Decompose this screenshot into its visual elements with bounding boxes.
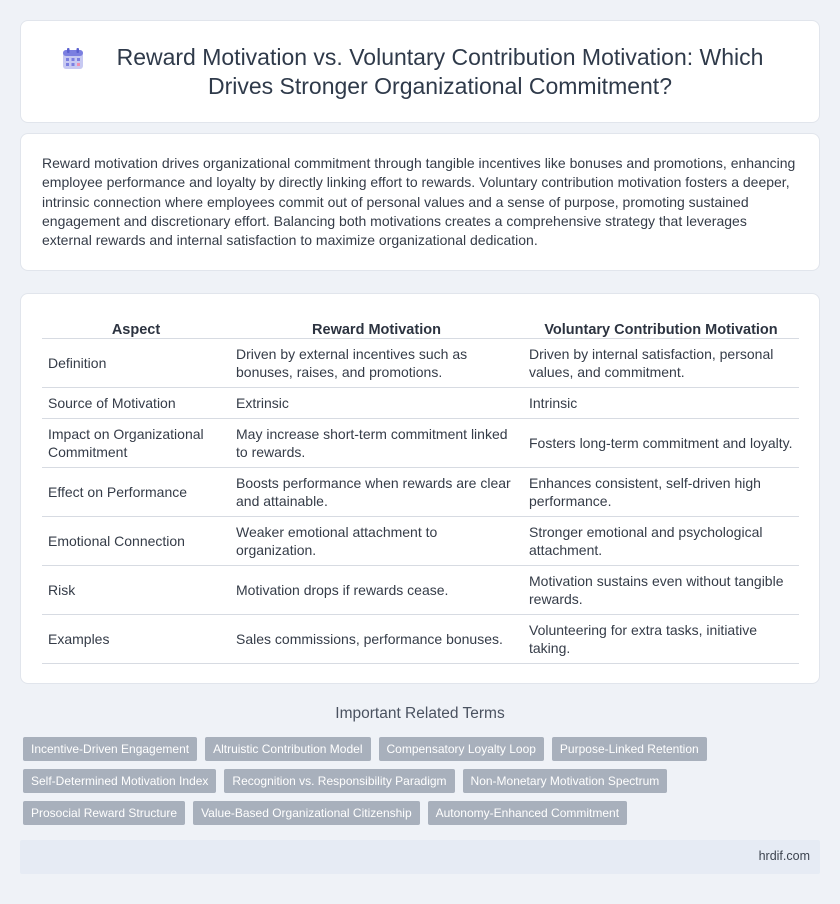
footer-site-link[interactable]: hrdif.com <box>758 849 810 863</box>
cell-aspect: Risk <box>42 565 230 614</box>
related-term-tag[interactable]: Compensatory Loyalty Loop <box>379 737 544 761</box>
cell-voluntary: Driven by internal satisfaction, personal values, and commitment. <box>523 338 799 387</box>
cell-aspect: Emotional Connection <box>42 516 230 565</box>
table-row <box>42 516 799 565</box>
tag-row <box>23 769 723 793</box>
cell-voluntary: Intrinsic <box>523 387 799 418</box>
cell-reward: Boosts performance when rewards are clear and attainable. <box>230 467 523 516</box>
header-aspect: Aspect <box>42 314 230 338</box>
cell-voluntary: Volunteering for extra tasks, initiative taking. <box>523 614 799 663</box>
cell-reward: Extrinsic <box>230 387 523 418</box>
tag-row <box>23 737 723 761</box>
intro-paragraph: Reward motivation drives organizational commitment through tangible incentives like bonuses and promotions, enhancing employee performance and loyalty by directly linking effort to rewards. Voluntary contribution motivation fosters a deeper, intrinsic connection where employees commit out of personal values and a sense of purpose, promoting sustained engagement and discretionary effort. Balancing both motivations creates a comprehensive strategy that leverages external rewards and internal satisfaction to maximize organizational dedication. <box>42 155 796 249</box>
intro-card <box>20 133 820 271</box>
cell-aspect: Definition <box>42 338 230 387</box>
related-term-tag[interactable]: Prosocial Reward Structure <box>23 801 185 825</box>
comparison-table-card <box>20 293 820 684</box>
table-row <box>42 614 799 663</box>
related-term-tag[interactable]: Self-Determined Motivation Index <box>23 769 216 793</box>
header-voluntary-contribution-motivation: Voluntary Contribution Motivation <box>523 314 799 338</box>
tag-row <box>23 801 723 825</box>
cell-aspect: Source of Motivation <box>42 387 230 418</box>
related-terms-title: Important Related Terms <box>335 705 505 722</box>
header-reward-motivation: Reward Motivation <box>230 314 523 338</box>
page-title: Reward Motivation vs. Voluntary Contribution Motivation: Which Drives Stronger Organizational Commitment? <box>116 43 764 99</box>
cell-aspect: Effect on Performance <box>42 467 230 516</box>
related-term-tag[interactable]: Recognition vs. Responsibility Paradigm <box>224 769 454 793</box>
table-row <box>42 467 799 516</box>
cell-reward: Sales commissions, performance bonuses. <box>230 614 523 663</box>
cell-aspect: Examples <box>42 614 230 663</box>
cell-reward: Weaker emotional attachment to organization. <box>230 516 523 565</box>
related-terms-tags <box>23 737 723 833</box>
table-row <box>42 565 799 614</box>
cell-voluntary: Stronger emotional and psychological attachment. <box>523 516 799 565</box>
table-header-row <box>42 314 799 338</box>
table-row <box>42 387 799 418</box>
related-term-tag[interactable]: Incentive-Driven Engagement <box>23 737 197 761</box>
footer <box>20 840 820 874</box>
cell-voluntary: Enhances consistent, self-driven high performance. <box>523 467 799 516</box>
cell-aspect: Impact on Organizational Commitment <box>42 418 230 467</box>
cell-voluntary: Fosters long-term commitment and loyalty. <box>523 418 799 467</box>
related-term-tag[interactable]: Altruistic Contribution Model <box>205 737 370 761</box>
cell-voluntary: Motivation sustains even without tangible rewards. <box>523 565 799 614</box>
related-term-tag[interactable]: Purpose-Linked Retention <box>552 737 707 761</box>
related-term-tag[interactable]: Value-Based Organizational Citizenship <box>193 801 420 825</box>
title-card <box>20 20 820 123</box>
table-row <box>42 418 799 467</box>
cell-reward: Driven by external incentives such as bonuses, raises, and promotions. <box>230 338 523 387</box>
cell-reward: May increase short-term commitment linked to rewards. <box>230 418 523 467</box>
table-row <box>42 338 799 387</box>
related-term-tag[interactable]: Autonomy-Enhanced Commitment <box>428 801 627 825</box>
related-term-tag[interactable]: Non-Monetary Motivation Spectrum <box>463 769 668 793</box>
cell-reward: Motivation drops if rewards cease. <box>230 565 523 614</box>
comparison-table <box>42 314 799 664</box>
